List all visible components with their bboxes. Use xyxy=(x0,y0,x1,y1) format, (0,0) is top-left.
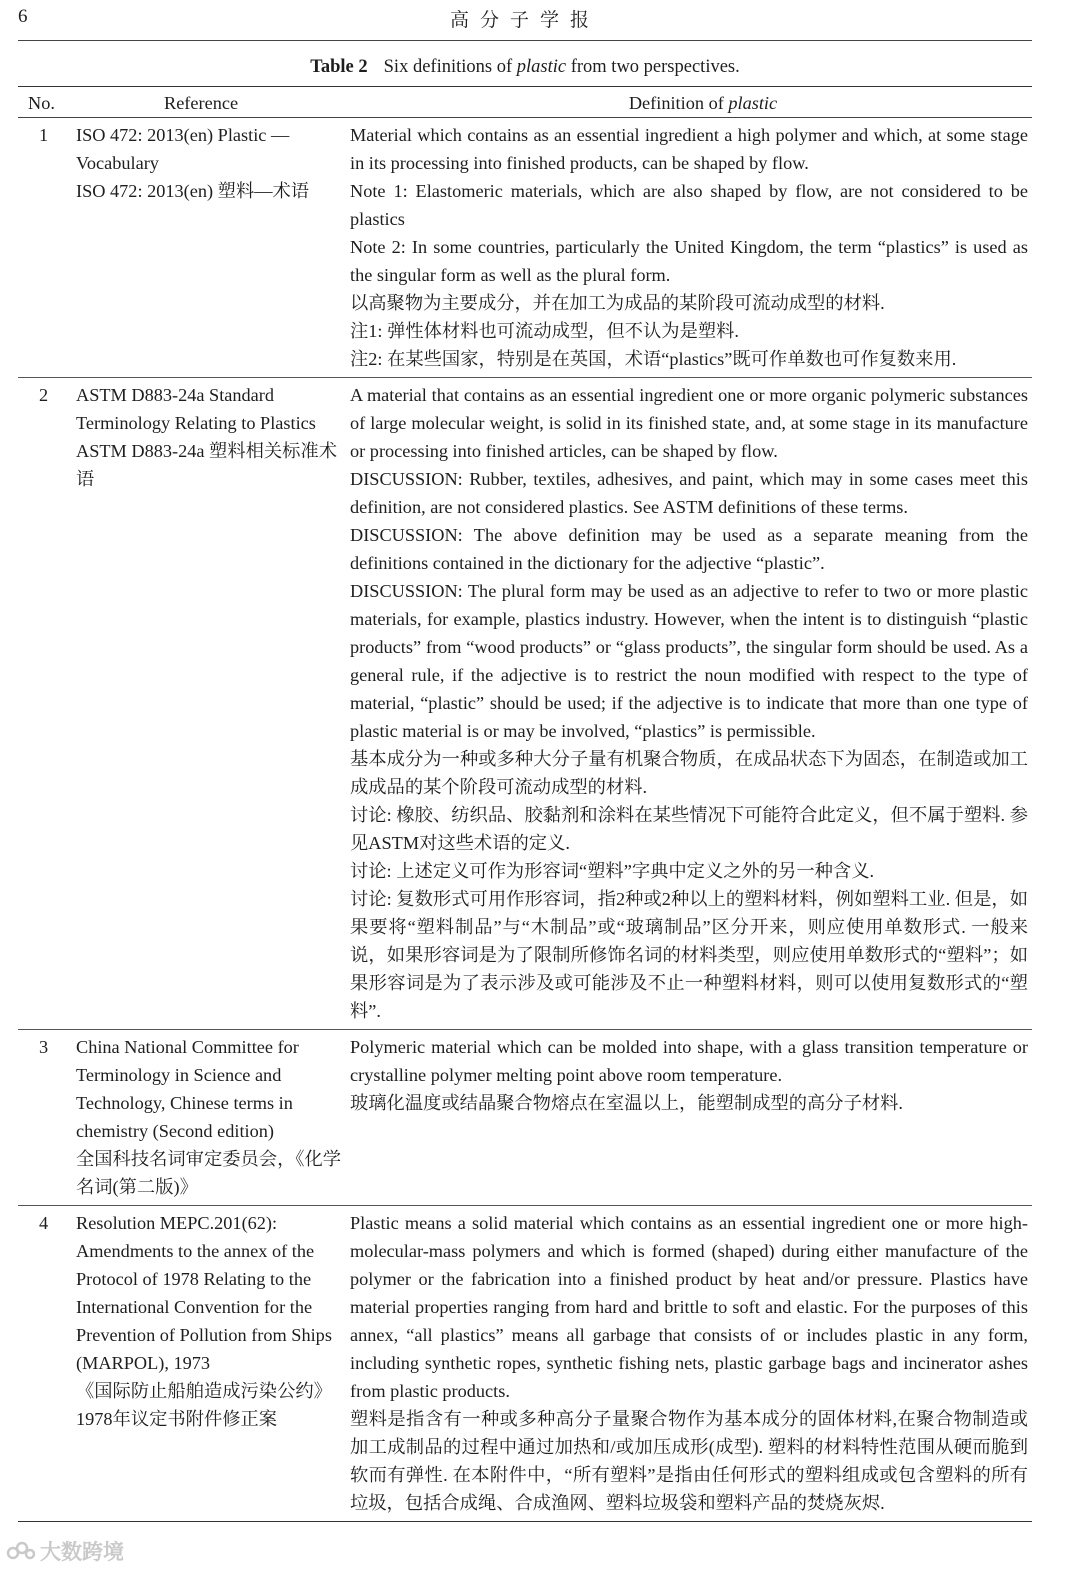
table-caption xyxy=(18,57,1032,78)
table-caption-text-after: from two perspectives. xyxy=(566,57,740,77)
reference-line: 全国科技名词审定委员会，《化学名词(第二版)》 xyxy=(76,1149,342,1197)
definition-paragraph: Plastic means a solid material which contains as an essential ingredient one or more high-molecular-mass polymers and which is formed (shaped) during either manufacture of the polymer or the fabrication into a finished product by heat and/or pressure. Plastics have material properties ranging from hard and brittle to soft and elastic. For the purposes of this annex, “all plastics” means all garbage that consists of or includes plastic in any form, including synthetic ropes, synthetic fishing nets, plastic garbage bags and incinerator ashes from plastic products. xyxy=(350,1213,1028,1401)
header-definition-prefix: Definition of xyxy=(628,93,729,113)
page-number: 6 xyxy=(18,6,28,27)
definition-paragraph: Material which contains as an essential ingredient a high polymer and which, at some stage in its processing into finished products, can be shaped by flow. xyxy=(350,125,1028,173)
watermark xyxy=(6,1536,124,1567)
table-row xyxy=(18,378,1032,1030)
definition-paragraph: 讨论: 橡胶、纺织品、胶黏剂和涂料在某些情况下可能符合此定义，但不属于塑料. 参见ASTM对这些术语的定义. xyxy=(350,805,1028,853)
definition-paragraph: 注2: 在某些国家，特别是在英国，术语“plastics”既可作单数也可作复数来用. xyxy=(350,349,957,369)
table-row xyxy=(18,118,1032,378)
definition-cell xyxy=(350,118,1032,378)
definition-paragraph: 玻璃化温度或结晶聚合物熔点在室温以上，能塑制成型的高分子材料. xyxy=(350,1093,904,1113)
header-definition-italic: plastic xyxy=(728,93,778,113)
definition-paragraph: 以高聚物为主要成分，并在加工为成品的某阶段可流动成型的材料. xyxy=(350,293,885,313)
reference-line: ASTM D883-24a Standard Terminology Relating to Plastics xyxy=(76,385,316,433)
row-number: 3 xyxy=(39,1037,49,1057)
definition-paragraph: DISCUSSION: The above definition may be used as a separate meaning from the definitions contained in the dictionary for the adjective “plastic”. xyxy=(350,525,1028,573)
definition-paragraph: DISCUSSION: Rubber, textiles, adhesives, and paint, which may in some cases meet this definition, are not considered plastics. See ASTM definitions of these terms. xyxy=(350,469,1028,517)
reference-line: 《国际防止船舶造成污染公约》1978年议定书附件修正案 xyxy=(76,1381,332,1429)
table-row xyxy=(18,1206,1032,1522)
reference-line: ISO 472: 2013(en) Plastic — Vocabulary xyxy=(76,125,290,173)
definition-paragraph: 讨论: 上述定义可作为形容词“塑料”字典中定义之外的另一种含义. xyxy=(350,861,875,881)
header-definition xyxy=(350,87,1032,118)
reference-cell xyxy=(72,1030,350,1206)
reference-line: Resolution MEPC.201(62): Amendments to the annex of the Protocol of 1978 Relating to the International Convention for the Prevention of Pollution from Ships (MARPOL), 1973 xyxy=(76,1213,332,1373)
reference-line: ISO 472: 2013(en) 塑料—术语 xyxy=(76,181,310,201)
definition-paragraph: 讨论: 复数形式可用作形容词，指2种或2种以上的塑料材料，例如塑料工业. 但是，如果要将“塑料制品”与“木制品”或“玻璃制品”区分开来，则应使用单数形式. 一般来说，如果形容词是为了限制所修饰名词的材料类型，则应使用单数形式的“塑料”；如果形容词是为了表示涉及或可能涉及不止一种塑料材料，则可以使用复数形式的“塑料”. xyxy=(350,889,1028,1021)
reference-cell xyxy=(72,378,350,1030)
definitions-table xyxy=(18,86,1032,1522)
definition-paragraph: A material that contains as an essential ingredient one or more organic polymeric substances of large molecular weight, is solid in its finished state, and, at some stage in its manufacture or processing into finished articles, can be shaped by flow. xyxy=(350,385,1028,461)
row-number: 4 xyxy=(39,1213,49,1233)
row-number: 1 xyxy=(39,125,49,145)
page-header xyxy=(18,0,1032,41)
row-number: 2 xyxy=(39,385,49,405)
definition-cell xyxy=(350,1030,1032,1206)
definition-paragraph: Polymeric material which can be molded into shape, with a glass transition temperature or crystalline polymer melting point above room temperature. xyxy=(350,1037,1028,1085)
table-caption-label: Table 2 xyxy=(310,57,368,77)
table-header-row xyxy=(18,87,1032,118)
definition-cell xyxy=(350,378,1032,1030)
definition-paragraph: 注1: 弹性体材料也可流动成型，但不认为是塑料. xyxy=(350,321,739,341)
watermark-text: 大数跨境 xyxy=(40,1540,124,1564)
reference-line: ASTM D883-24a 塑料相关标准术语 xyxy=(76,441,338,489)
definition-paragraph: Note 1: Elastomeric materials, which are also shaped by flow, are not considered to be plastics xyxy=(350,181,1028,229)
definition-paragraph: Note 2: In some countries, particularly the United Kingdom, the term “plastics” is used as the singular form as well as the plural form. xyxy=(350,237,1028,285)
watermark-logo-icon xyxy=(6,1540,36,1567)
journal-title: 高分子学报 xyxy=(449,9,600,31)
definition-paragraph: DISCUSSION: The plural form may be used as an adjective to refer to two or more plastic materials, for example, plastics industry. However, when the intent is to distinguish “plastic products” from “wood products” or “glass products”, the singular form should be used. As a general rule, if the adjective is to restrict the noun modified with respect to the type of material, “plastic” should be used; if the adjective is to indicate that more than one type of plastic material is or may be involved, “plastics” is permissible. xyxy=(350,581,1028,741)
definition-paragraph: 基本成分为一种或多种大分子量有机聚合物质，在成品状态下为固态，在制造或加工成成品的某个阶段可流动成型的材料. xyxy=(350,749,1028,797)
reference-line: China National Committee for Terminology in Science and Technology, Chinese terms in chemistry (Second edition) xyxy=(76,1037,299,1141)
table-row xyxy=(18,1030,1032,1206)
table-body xyxy=(18,118,1032,1522)
table-caption-italic: plastic xyxy=(516,57,567,77)
reference-cell xyxy=(72,1206,350,1522)
definition-paragraph: 塑料是指含有一种或多种高分子量聚合物作为基本成分的固体材料,在聚合物制造或加工成制品的过程中通过加热和/或加压成形(成型). 塑料的材料特性范围从硬而脆到软而有弹性. 在本附件中，“所有塑料”是指由任何形式的塑料组成或包含塑料的所有垃圾，包括合成绳、合成渔网、塑料垃圾袋和塑料产品的焚烧灰烬. xyxy=(350,1409,1028,1513)
header-no: No. xyxy=(28,93,55,113)
header-reference: Reference xyxy=(164,93,239,113)
table-caption-text-before: Six definitions of xyxy=(383,57,517,77)
definition-cell xyxy=(350,1206,1032,1522)
reference-cell xyxy=(72,118,350,378)
